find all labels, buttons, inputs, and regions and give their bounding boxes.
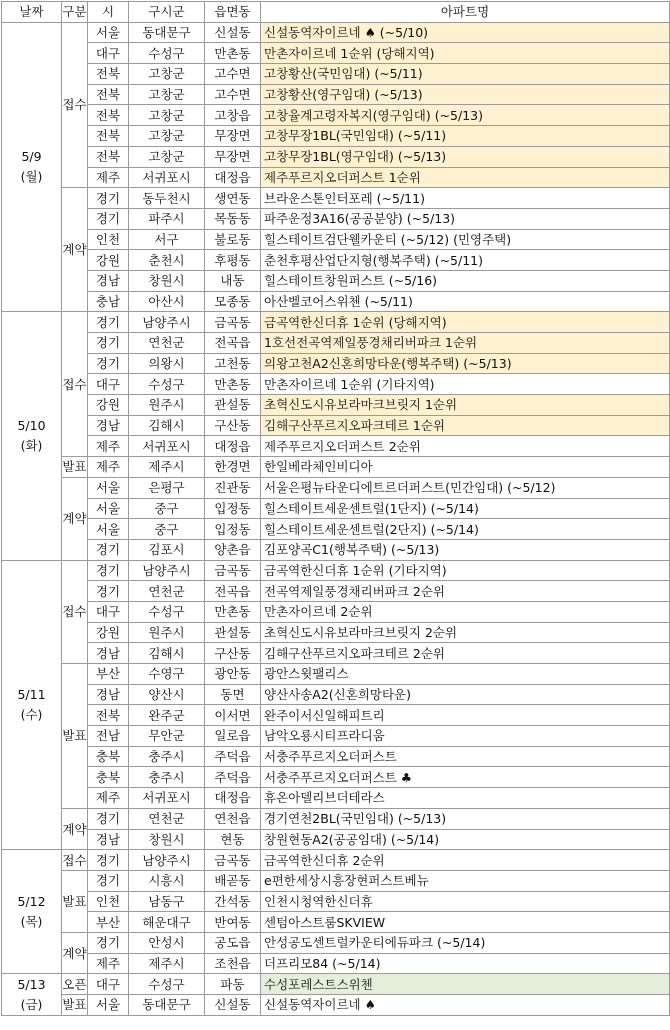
table-row: [2, 601, 670, 622]
table-row: [2, 539, 670, 560]
si-cell: 인천: [88, 229, 129, 250]
eupmyeondong-cell: 관설동: [205, 622, 261, 643]
gusigun-cell: 연천군: [129, 581, 205, 602]
eupmyeondong-cell: 생연동: [205, 188, 261, 209]
apartment-name-cell: 더프리모84 (~5/14): [261, 953, 670, 974]
apartment-name-cell: 고창무장1BL(영구임대) (~5/13): [261, 146, 670, 167]
gusigun-cell: 창원시: [129, 829, 205, 850]
date-cell: [2, 850, 62, 974]
apartment-name-cell: 금곡역한신더휴 1순위 (당해지역): [261, 312, 670, 333]
eupmyeondong-cell: 전곡읍: [205, 333, 261, 354]
table-row: [2, 229, 670, 250]
date-text: 5/11: [17, 686, 46, 702]
apartment-name-cell: 1호선전곡역제일풍경채리버파크 1순위: [261, 333, 670, 354]
table-row: [2, 374, 670, 395]
si-cell: 경기: [88, 581, 129, 602]
gusigun-cell: 서귀포시: [129, 788, 205, 809]
category-cell: 오픈: [62, 974, 88, 995]
table-row: [2, 684, 670, 705]
eupmyeondong-cell: 만촌동: [205, 43, 261, 64]
apartment-name-cell: 전곡역제일풍경채리버파크 2순위: [261, 581, 670, 602]
date-cell: [2, 312, 62, 560]
table-row: [2, 829, 670, 850]
gusigun-cell: 시흥시: [129, 870, 205, 891]
si-cell: 경기: [88, 208, 129, 229]
table-row: [2, 519, 670, 540]
gusigun-cell: 연천군: [129, 333, 205, 354]
si-cell: 인천: [88, 891, 129, 912]
si-cell: 부산: [88, 664, 129, 685]
apartment-name-cell: 초혁신도시유보라마크브릿지 2순위: [261, 622, 670, 643]
table-row: [2, 208, 670, 229]
si-cell: 전북: [88, 705, 129, 726]
table-row: [2, 912, 670, 933]
table-row: [2, 126, 670, 147]
eupmyeondong-cell: 후평동: [205, 250, 261, 271]
apartment-name-cell: 김해구산푸르지오파크테르 1순위: [261, 415, 670, 436]
apartment-name-cell: 서울은평뉴타운디에트르더퍼스트(민간임대) (~5/12): [261, 477, 670, 498]
eupmyeondong-cell: 공도읍: [205, 932, 261, 953]
table-row: [2, 43, 670, 64]
apartment-name-cell: e편한세상시흥장현퍼스트베뉴: [261, 870, 670, 891]
gusigun-cell: 창원시: [129, 270, 205, 291]
gusigun-cell: 중구: [129, 498, 205, 519]
apartment-name-cell: 브라운스톤인터포레 (~5/11): [261, 188, 670, 209]
apartment-name-cell: 한일베라체인비디아: [261, 457, 670, 478]
table-row: [2, 22, 670, 43]
si-cell: 서울: [88, 477, 129, 498]
category-cell: 접수: [62, 312, 88, 457]
table-row: [2, 870, 670, 891]
si-cell: 서울: [88, 498, 129, 519]
eupmyeondong-cell: 구산동: [205, 643, 261, 664]
si-cell: 충북: [88, 767, 129, 788]
table-row: [2, 167, 670, 188]
eupmyeondong-cell: 만촌동: [205, 601, 261, 622]
gusigun-cell: 춘천시: [129, 250, 205, 271]
apartment-name-cell: 제주푸르지오더퍼스트 2순위: [261, 436, 670, 457]
table-row: [2, 788, 670, 809]
gusigun-cell: 고창군: [129, 146, 205, 167]
weekday-text: (월): [20, 169, 43, 184]
si-cell: 서울: [88, 22, 129, 43]
eupmyeondong-cell: 현동: [205, 829, 261, 850]
category-cell: 접수: [62, 560, 88, 663]
eupmyeondong-cell: 신설동: [205, 22, 261, 43]
header-eupmyeondong: 읍면동: [205, 2, 261, 23]
eupmyeondong-cell: 대정읍: [205, 788, 261, 809]
table-row: [2, 84, 670, 105]
table-row: [2, 270, 670, 291]
si-cell: 제주: [88, 167, 129, 188]
apartment-name-cell: 금곡역한신더휴 2순위: [261, 850, 670, 871]
si-cell: 전북: [88, 146, 129, 167]
apartment-name-cell: 수성포레스트스위첸: [261, 974, 670, 995]
apartment-name-cell: 고창황산(영구임대) (~5/13): [261, 84, 670, 105]
eupmyeondong-cell: 조천읍: [205, 953, 261, 974]
table-row: [2, 291, 670, 312]
si-cell: 서울: [88, 519, 129, 540]
gusigun-cell: 안성시: [129, 932, 205, 953]
si-cell: 제주: [88, 788, 129, 809]
gusigun-cell: 수영구: [129, 664, 205, 685]
apartment-name-cell: 고창율계고령자복지(영구임대) (~5/13): [261, 105, 670, 126]
table-row: [2, 974, 670, 995]
gusigun-cell: 파주시: [129, 208, 205, 229]
eupmyeondong-cell: 무장면: [205, 146, 261, 167]
apartment-name-cell: 만촌자이르네 1순위 (당해지역): [261, 43, 670, 64]
si-cell: 경남: [88, 415, 129, 436]
gusigun-cell: 원주시: [129, 395, 205, 416]
eupmyeondong-cell: 진관동: [205, 477, 261, 498]
table-row: [2, 436, 670, 457]
table-row: [2, 726, 670, 747]
table-row: [2, 891, 670, 912]
si-cell: 경기: [88, 932, 129, 953]
apartment-name-cell: 양산사송A2(신혼희망타운): [261, 684, 670, 705]
si-cell: 경기: [88, 333, 129, 354]
gusigun-cell: 서구: [129, 229, 205, 250]
gusigun-cell: 양산시: [129, 684, 205, 705]
gusigun-cell: 의왕시: [129, 353, 205, 374]
si-cell: 전북: [88, 84, 129, 105]
table-row: [2, 664, 670, 685]
si-cell: 제주: [88, 953, 129, 974]
apartment-name-cell: 남악오룡시티프라디움: [261, 726, 670, 747]
eupmyeondong-cell: 입정동: [205, 519, 261, 540]
apartment-name-cell: 광안스윗팰리스: [261, 664, 670, 685]
eupmyeondong-cell: 이서면: [205, 705, 261, 726]
eupmyeondong-cell: 동면: [205, 684, 261, 705]
table-row: [2, 643, 670, 664]
eupmyeondong-cell: 고수면: [205, 64, 261, 85]
apartment-schedule-table: [1, 1, 670, 1016]
weekday-text: (수): [20, 706, 43, 722]
eupmyeondong-cell: 전곡읍: [205, 581, 261, 602]
gusigun-cell: 김해시: [129, 415, 205, 436]
eupmyeondong-cell: 연천읍: [205, 808, 261, 829]
table-row: [2, 581, 670, 602]
si-cell: 전북: [88, 126, 129, 147]
si-cell: 전북: [88, 64, 129, 85]
gusigun-cell: 수성구: [129, 601, 205, 622]
apartment-name-cell: 만촌자이르네 1순위 (기타지역): [261, 374, 670, 395]
table-row: [2, 498, 670, 519]
table-row: [2, 746, 670, 767]
apartment-name-cell: 김해구산푸르지오파크테르 2순위: [261, 643, 670, 664]
category-cell: 발표: [62, 870, 88, 932]
eupmyeondong-cell: 한경면: [205, 457, 261, 478]
apartment-name-cell: 힐스테이트검단웰카운티 (~5/12) (민영주택): [261, 229, 670, 250]
gusigun-cell: 남양주시: [129, 850, 205, 871]
apartment-name-cell: 경기연천2BL(국민임대) (~5/13): [261, 808, 670, 829]
gusigun-cell: 동대문구: [129, 995, 205, 1016]
category-cell: 접수: [62, 850, 88, 871]
apartment-name-cell: 파주운정3A16(공공분양) (~5/13): [261, 208, 670, 229]
header-row: [2, 2, 670, 23]
eupmyeondong-cell: 고수면: [205, 84, 261, 105]
eupmyeondong-cell: 일로읍: [205, 726, 261, 747]
gusigun-cell: 원주시: [129, 622, 205, 643]
table-row: [2, 250, 670, 271]
date-cell: [2, 560, 62, 850]
table-row: [2, 64, 670, 85]
table-row: [2, 333, 670, 354]
eupmyeondong-cell: 불로동: [205, 229, 261, 250]
apartment-name-cell: 만촌자이르네 2순위: [261, 601, 670, 622]
si-cell: 서울: [88, 995, 129, 1016]
table-row: [2, 146, 670, 167]
si-cell: 강원: [88, 395, 129, 416]
apartment-name-cell: 힐스테이트세운센트럴(2단지) (~5/14): [261, 519, 670, 540]
eupmyeondong-cell: 금곡동: [205, 850, 261, 871]
apartment-name-cell: 고창무장1BL(국민임대) (~5/11): [261, 126, 670, 147]
si-cell: 경남: [88, 684, 129, 705]
table-row: [2, 353, 670, 374]
si-cell: 경남: [88, 829, 129, 850]
gusigun-cell: 무안군: [129, 726, 205, 747]
eupmyeondong-cell: 고창읍: [205, 105, 261, 126]
eupmyeondong-cell: 양촌읍: [205, 539, 261, 560]
eupmyeondong-cell: 신설동: [205, 995, 261, 1016]
schedule-body: [2, 22, 670, 1015]
gusigun-cell: 남양주시: [129, 560, 205, 581]
category-cell: 접수: [62, 22, 88, 188]
gusigun-cell: 제주시: [129, 457, 205, 478]
apartment-name-cell: 서충주푸르지오더퍼스트: [261, 746, 670, 767]
category-cell: 발표: [62, 995, 88, 1016]
table-row: [2, 188, 670, 209]
si-cell: 대구: [88, 374, 129, 395]
si-cell: 충북: [88, 746, 129, 767]
date-text: 5/13: [17, 976, 46, 992]
apartment-name-cell: 의왕고천A2신혼희망타운(행복주택) (~5/13): [261, 353, 670, 374]
apartment-name-cell: 신설동역자이르네 ♠: [261, 995, 670, 1016]
si-cell: 경기: [88, 560, 129, 581]
si-cell: 대구: [88, 974, 129, 995]
gusigun-cell: 서귀포시: [129, 436, 205, 457]
eupmyeondong-cell: 고천동: [205, 353, 261, 374]
table-row: [2, 850, 670, 871]
gusigun-cell: 남동구: [129, 891, 205, 912]
eupmyeondong-cell: 대정읍: [205, 167, 261, 188]
apartment-name-cell: 완주이서신일해피트리: [261, 705, 670, 726]
si-cell: 경기: [88, 353, 129, 374]
gusigun-cell: 고창군: [129, 84, 205, 105]
header-si: 시: [88, 2, 129, 23]
header-date: 날짜: [2, 2, 62, 23]
apartment-name-cell: 힐스테이트창원퍼스트 (~5/16): [261, 270, 670, 291]
apartment-name-cell: 인천시청역한신더휴: [261, 891, 670, 912]
table-row: [2, 953, 670, 974]
si-cell: 충남: [88, 291, 129, 312]
table-row: [2, 415, 670, 436]
apartment-name-cell: 신설동역자이르네 ♠ (~5/10): [261, 22, 670, 43]
eupmyeondong-cell: 구산동: [205, 415, 261, 436]
si-cell: 제주: [88, 457, 129, 478]
si-cell: 경남: [88, 270, 129, 291]
apartment-name-cell: 안성공도센트럴카운티에듀파크 (~5/14): [261, 932, 670, 953]
table-row: [2, 808, 670, 829]
apartment-name-cell: 창원현동A2(공공임대) (~5/14): [261, 829, 670, 850]
gusigun-cell: 수성구: [129, 974, 205, 995]
gusigun-cell: 해운대구: [129, 912, 205, 933]
category-cell: 계약: [62, 477, 88, 560]
si-cell: 경남: [88, 643, 129, 664]
date-text: 5/12: [17, 893, 46, 909]
eupmyeondong-cell: 주덕읍: [205, 746, 261, 767]
category-cell: 발표: [62, 664, 88, 809]
table-row: [2, 705, 670, 726]
si-cell: 전남: [88, 726, 129, 747]
eupmyeondong-cell: 대정읍: [205, 436, 261, 457]
eupmyeondong-cell: 배곧동: [205, 870, 261, 891]
apartment-name-cell: 휴온아델리브더테라스: [261, 788, 670, 809]
si-cell: 경기: [88, 312, 129, 333]
date-cell: [2, 22, 62, 312]
date-cell: [2, 974, 62, 1015]
gusigun-cell: 충주시: [129, 767, 205, 788]
eupmyeondong-cell: 입정동: [205, 498, 261, 519]
gusigun-cell: 아산시: [129, 291, 205, 312]
table-row: [2, 312, 670, 333]
si-cell: 경기: [88, 539, 129, 560]
eupmyeondong-cell: 모종동: [205, 291, 261, 312]
gusigun-cell: 수성구: [129, 43, 205, 64]
si-cell: 대구: [88, 601, 129, 622]
eupmyeondong-cell: 관설동: [205, 395, 261, 416]
header-apartment: 아파트명: [261, 2, 670, 23]
si-cell: 부산: [88, 912, 129, 933]
eupmyeondong-cell: 내동: [205, 270, 261, 291]
weekday-text: (화): [20, 437, 43, 453]
apartment-name-cell: 춘천후평산업단지형(행복주택) (~5/11): [261, 250, 670, 271]
weekday-text: (금): [20, 996, 43, 1012]
si-cell: 경기: [88, 188, 129, 209]
gusigun-cell: 충주시: [129, 746, 205, 767]
si-cell: 강원: [88, 250, 129, 271]
weekday-text: (목): [20, 913, 43, 929]
eupmyeondong-cell: 무장면: [205, 126, 261, 147]
table-row: [2, 457, 670, 478]
header-type: 구분: [62, 2, 88, 23]
gusigun-cell: 남양주시: [129, 312, 205, 333]
apartment-name-cell: 제주푸르지오더퍼스트 1순위: [261, 167, 670, 188]
gusigun-cell: 동대문구: [129, 22, 205, 43]
category-cell: 계약: [62, 932, 88, 973]
eupmyeondong-cell: 목동동: [205, 208, 261, 229]
category-cell: 계약: [62, 808, 88, 849]
header-gusigun: 구시군: [129, 2, 205, 23]
eupmyeondong-cell: 광안동: [205, 664, 261, 685]
category-cell: 발표: [62, 457, 88, 478]
category-cell: 계약: [62, 188, 88, 312]
table-row: [2, 767, 670, 788]
table-row: [2, 932, 670, 953]
apartment-name-cell: 초혁신도시유보라마크브릿지 1순위: [261, 395, 670, 416]
gusigun-cell: 동두천시: [129, 188, 205, 209]
gusigun-cell: 김해시: [129, 643, 205, 664]
gusigun-cell: 고창군: [129, 64, 205, 85]
eupmyeondong-cell: 파동: [205, 974, 261, 995]
eupmyeondong-cell: 금곡동: [205, 560, 261, 581]
si-cell: 대구: [88, 43, 129, 64]
gusigun-cell: 서귀포시: [129, 167, 205, 188]
gusigun-cell: 완주군: [129, 705, 205, 726]
si-cell: 강원: [88, 622, 129, 643]
eupmyeondong-cell: 주덕읍: [205, 767, 261, 788]
table-row: [2, 995, 670, 1016]
table-row: [2, 477, 670, 498]
table-row: [2, 395, 670, 416]
date-text: 5/10: [17, 417, 46, 433]
eupmyeondong-cell: 간석동: [205, 891, 261, 912]
table-row: [2, 622, 670, 643]
apartment-name-cell: 금곡역한신더휴 1순위 (기타지역): [261, 560, 670, 581]
apartment-name-cell: 아산벨코어스위첸 (~5/11): [261, 291, 670, 312]
date-text: 5/9: [21, 149, 42, 164]
apartment-name-cell: 힐스테이트세운센트럴(1단지) (~5/14): [261, 498, 670, 519]
apartment-name-cell: 센텀아스트룸SKVIEW: [261, 912, 670, 933]
si-cell: 경기: [88, 850, 129, 871]
gusigun-cell: 김포시: [129, 539, 205, 560]
gusigun-cell: 은평구: [129, 477, 205, 498]
eupmyeondong-cell: 금곡동: [205, 312, 261, 333]
gusigun-cell: 고창군: [129, 105, 205, 126]
apartment-name-cell: 김포양곡C1(행복주택) (~5/13): [261, 539, 670, 560]
si-cell: 경기: [88, 808, 129, 829]
eupmyeondong-cell: 반여동: [205, 912, 261, 933]
si-cell: 전북: [88, 105, 129, 126]
gusigun-cell: 고창군: [129, 126, 205, 147]
table-row: [2, 560, 670, 581]
apartment-name-cell: 서충주푸르지오더퍼스트 ♣: [261, 767, 670, 788]
gusigun-cell: 중구: [129, 519, 205, 540]
table-row: [2, 105, 670, 126]
gusigun-cell: 연천군: [129, 808, 205, 829]
gusigun-cell: 수성구: [129, 374, 205, 395]
si-cell: 경기: [88, 870, 129, 891]
gusigun-cell: 제주시: [129, 953, 205, 974]
apartment-name-cell: 고창황산(국민임대) (~5/11): [261, 64, 670, 85]
si-cell: 제주: [88, 436, 129, 457]
eupmyeondong-cell: 만촌동: [205, 374, 261, 395]
